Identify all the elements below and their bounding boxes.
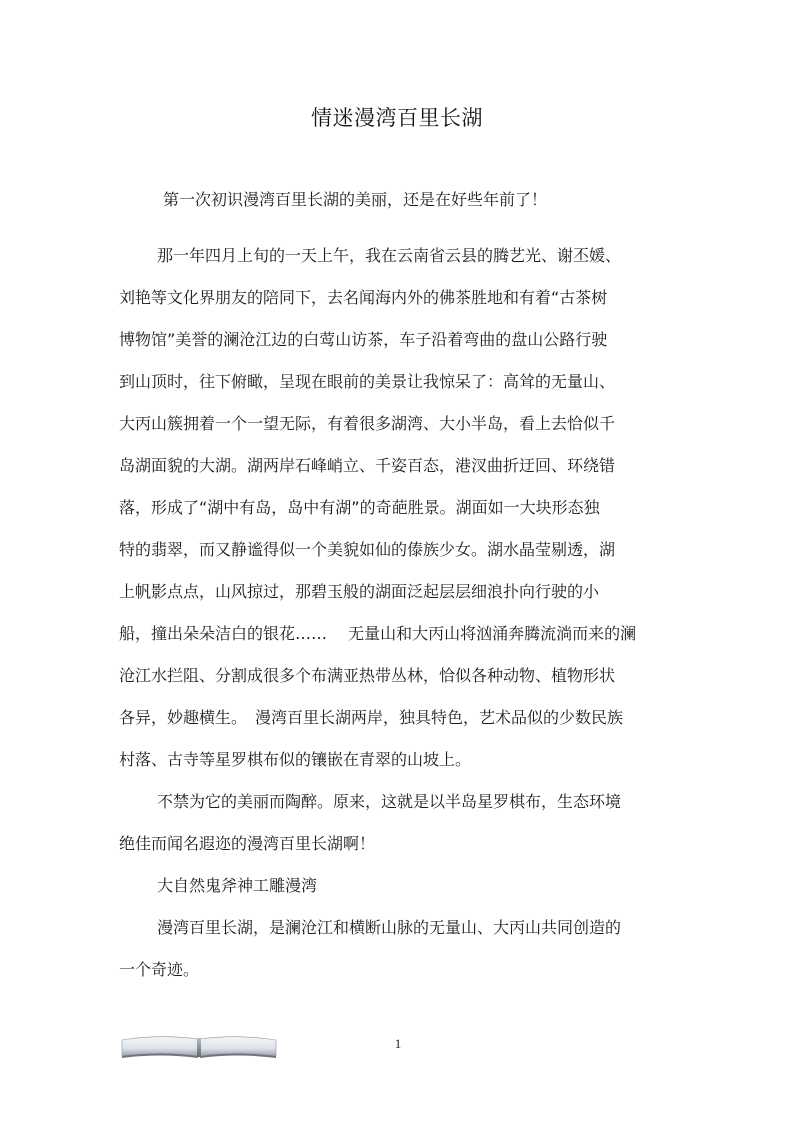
body-line: 各异，妙趣横生。 漫湾百里长湖两岸，独具特色，艺术品似的少数民族 — [119, 708, 624, 727]
body-line: 博物馆”美誉的澜沧江边的白莺山访茶，车子沿着弯曲的盘山公路行驶 — [119, 330, 608, 349]
body-line: 刘艳等文化界朋友的陪同下，去名闻海内外的佛茶胜地和有着“古茶树 — [119, 288, 608, 307]
body-line: 到山顶时，往下俯瞰，呈现在眼前的美景让我惊呆了：高耸的无量山、 — [119, 372, 616, 391]
body-line: 不禁为它的美丽而陶醉。原来，这就是以半岛星罗棋布，生态环境 — [157, 792, 622, 811]
intro-paragraph: 第一次初识漫湾百里长湖的美丽，还是在好些年前了！ — [163, 190, 548, 209]
body-line: 一个奇迹。 — [119, 960, 200, 979]
body-line: 大丙山簇拥着一个一望无际，有着很多湖湾、大小半岛，看上去恰似千 — [119, 414, 616, 433]
body-line: 船，撞出朵朵洁白的银花…… 无量山和大丙山将汹涌奔腾流淌而来的澜 — [119, 624, 637, 643]
body-line: 那一年四月上旬的一天上午，我在云南省云县的腾艺光、谢丕媛、 — [157, 246, 622, 265]
page-number: 1 — [394, 1036, 402, 1051]
body-line: 上帆影点点，山风掠过，那碧玉般的湖面泛起层层细浪扑向行驶的小 — [119, 582, 600, 601]
body-line: 漫湾百里长湖，是澜沧江和横断山脉的无量山、大丙山共同创造的 — [157, 918, 622, 937]
page-title: 情迷漫湾百里长湖 — [311, 106, 483, 130]
body-line: 绝佳而闻名遐迩的漫湾百里长湖啊！ — [119, 834, 376, 853]
body-line: 村落、古寺等星罗棋布似的镶嵌在青翠的山坡上。 — [119, 750, 472, 769]
body-line: 沧江水拦阻、分割成很多个布满亚热带丛林，恰似各种动物、植物形状 — [119, 666, 616, 685]
body-line: 特的翡翠，而又静谧得似一个美貌如仙的傣族少女。湖水晶莹剔透，湖 — [119, 540, 616, 559]
body-line: 岛湖面貌的大湖。湖两岸石峰峭立、千姿百态，港汊曲折迂回、环绕错 — [119, 456, 616, 475]
section-heading: 大自然鬼斧神工雕漫湾 — [157, 876, 318, 895]
open-book-icon — [120, 1034, 278, 1058]
body-line: 落，形成了“湖中有岛，岛中有湖”的奇葩胜景。湖面如一大块形态独 — [119, 498, 600, 517]
